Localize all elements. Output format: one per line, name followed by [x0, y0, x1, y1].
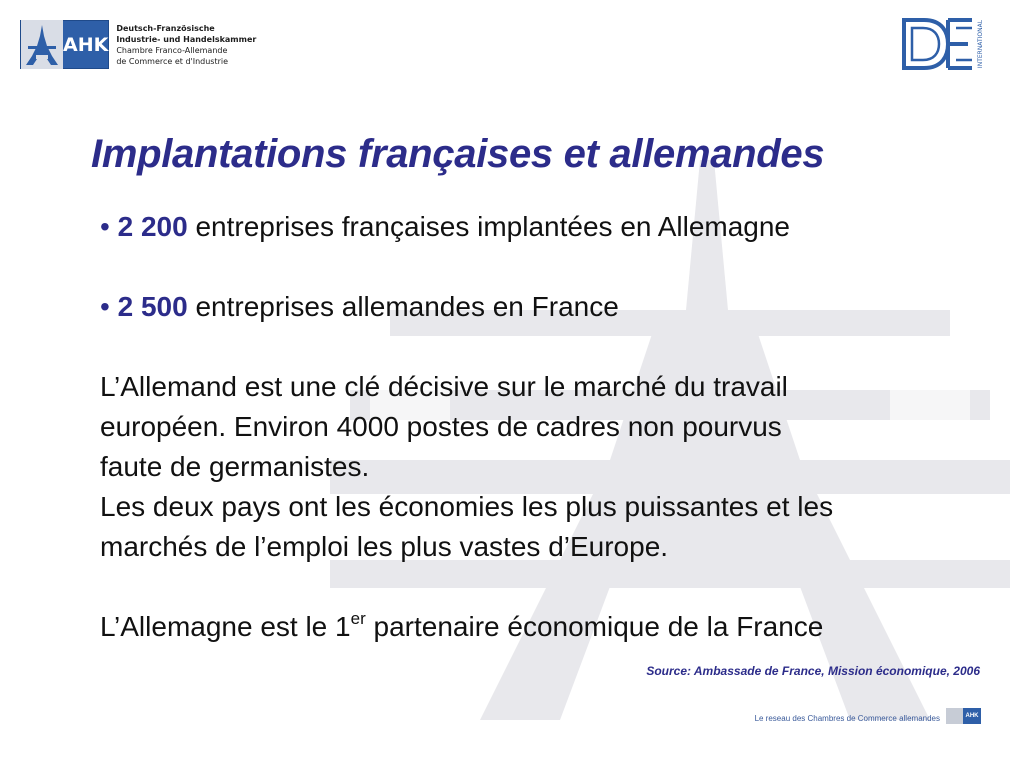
bullet-number: 2 500: [117, 291, 188, 322]
bullet-marker: •: [100, 291, 110, 322]
source-citation: Source: Ambassade de France, Mission économique, 2006: [646, 664, 980, 678]
de-vertical-label: INTERNATIONAL: [977, 19, 984, 69]
bullet-item: [100, 287, 1010, 327]
eiffel-tower-icon: [21, 20, 63, 69]
paragraph-line: Les deux pays ont les économies les plus puissantes et les: [100, 491, 834, 522]
slide-body: [100, 207, 1010, 647]
paragraph-line: marchés de l’emploi les plus vastes d’Europe.: [100, 531, 669, 562]
footer-badge-label: AHK: [963, 708, 981, 724]
paragraph-line: faute de germanistes.: [100, 451, 370, 482]
closing-statement: [100, 607, 1010, 647]
bullet-number: 2 200: [117, 211, 188, 242]
ahk-logo: [20, 20, 255, 70]
bullet-marker: •: [100, 211, 110, 242]
footer-network-text: Le reseau des Chambres de Commerce allemandes: [754, 714, 940, 723]
bullet-item: [100, 207, 1010, 247]
slide-title: Implantations françaises et allemandes: [91, 132, 825, 176]
bullet-text: entreprises françaises implantées en Allemagne: [195, 211, 791, 242]
paragraph-line: européen. Environ 4000 postes de cadres non pourvus: [100, 411, 782, 442]
closing-text-end: partenaire économique de la France: [365, 611, 824, 642]
bullet-text: entreprises allemandes en France: [195, 291, 619, 322]
ahk-logo-mark: [20, 20, 109, 69]
paragraph-line: L’Allemand est une clé décisive sur le marché du travail: [100, 371, 788, 402]
de-international-logo: [902, 18, 986, 70]
ahk-caption-line: Chambre Franco-Allemande: [116, 46, 228, 55]
ahk-logo-caption: [116, 20, 256, 70]
ahk-caption-line: Industrie- und Handelskammer: [116, 35, 257, 44]
ahk-caption-line: Deutsch-Französische: [116, 24, 215, 33]
ahk-caption-line: de Commerce et d'Industrie: [116, 57, 229, 66]
closing-text-start: L’Allemagne est le 1: [100, 611, 351, 642]
ordinal-superscript: er: [350, 609, 366, 628]
ahk-logo-text: AHK: [63, 33, 109, 56]
footer-ahk-badge: [946, 708, 981, 724]
